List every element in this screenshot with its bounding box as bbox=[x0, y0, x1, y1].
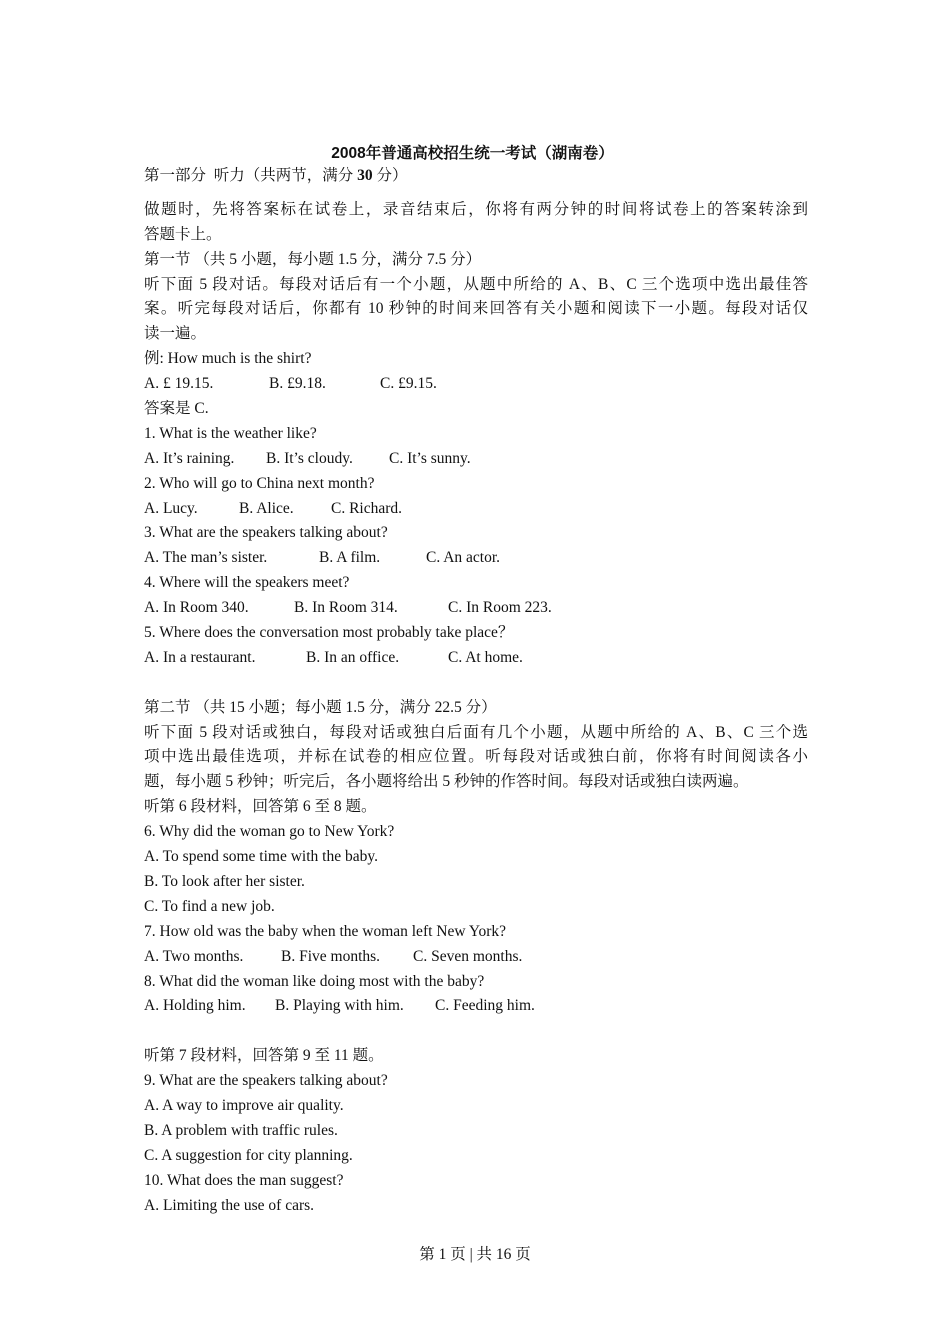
option-b: B. £9.18. bbox=[269, 375, 326, 393]
question-4-options bbox=[144, 596, 808, 621]
question-1-options bbox=[144, 447, 808, 472]
option-a: A. In Room 340. bbox=[144, 599, 249, 617]
example-options bbox=[144, 372, 808, 397]
part1-heading bbox=[144, 164, 808, 189]
option-c: C. Feeding him. bbox=[435, 997, 535, 1015]
section1-instructions bbox=[144, 273, 808, 348]
option-a: A. In a restaurant. bbox=[144, 648, 256, 666]
option-a: A. Lucy. bbox=[144, 499, 198, 517]
question-4: 4. Where will the speakers meet? bbox=[144, 574, 350, 592]
question-3-options bbox=[144, 546, 808, 571]
question-6-option-a: A. To spend some time with the baby. bbox=[144, 848, 378, 866]
option-a: A. £ 19.15. bbox=[144, 375, 214, 393]
question-3: 3. What are the speakers talking about? bbox=[144, 524, 388, 542]
question-1: 1. What is the weather like? bbox=[144, 424, 317, 442]
page-content bbox=[144, 164, 808, 1218]
section2-instructions bbox=[144, 721, 808, 796]
question-9-option-a: A. A way to improve air quality. bbox=[144, 1096, 344, 1114]
question-5-options bbox=[144, 646, 808, 671]
instruction-line: 听下面 5 段对话或独白，每段对话或独白后面有几个小题，从题中所给的 A、B、C 三个选 bbox=[144, 723, 808, 741]
option-c: C. Seven months. bbox=[413, 947, 523, 965]
option-c: C. In Room 223. bbox=[448, 599, 552, 617]
material-7-label: 听第 7 段材料，回答第 9 至 11 题。 bbox=[144, 1047, 384, 1065]
question-2-options bbox=[144, 497, 808, 522]
question-6-option-b: B. To look after her sister. bbox=[144, 872, 305, 890]
question-5: 5. Where does the conversation most probably take place？ bbox=[144, 624, 514, 642]
option-b: B. Alice. bbox=[239, 499, 294, 517]
material-6-label: 听第 6 段材料，回答第 6 至 8 题。 bbox=[144, 798, 377, 816]
question-10: 10. What does the man suggest? bbox=[144, 1171, 344, 1189]
option-a: A. It’s raining. bbox=[144, 449, 235, 467]
section2-heading: 第二节 （共 15 小题；每小题 1.5 分，满分 22.5 分） bbox=[144, 698, 497, 716]
example-answer: 答案是 C. bbox=[144, 400, 209, 418]
question-10-option-a: A. Limiting the use of cars. bbox=[144, 1196, 315, 1214]
part1-heading-suffix: 分） bbox=[372, 167, 408, 184]
option-b: B. Five months. bbox=[281, 947, 381, 965]
question-8: 8. What did the woman like doing most with the baby? bbox=[144, 972, 485, 990]
example-question: 例: How much is the shirt? bbox=[144, 350, 312, 368]
question-8-options bbox=[144, 994, 808, 1019]
option-c: C. Richard. bbox=[331, 499, 403, 517]
option-b: B. In Room 314. bbox=[294, 599, 398, 617]
option-a: A. Holding him. bbox=[144, 997, 246, 1015]
instruction-line: 答题卡上。 bbox=[144, 225, 222, 243]
instruction-line: 读一遍。 bbox=[144, 325, 207, 343]
instruction-line: 题，每小题 5 秒钟；听完后，各小题将给出 5 秒钟的作答时间。每段对话或独白读两遍。 bbox=[144, 773, 749, 791]
question-9-option-c: C. A suggestion for city planning. bbox=[144, 1146, 353, 1164]
instruction-line: 案。听完每段对话后，你都有 10 秒钟的时间来回答有关小题和阅读下一小题。每段对话仅 bbox=[144, 300, 808, 318]
section1-heading: 第一节 （共 5 小题，每小题 1.5 分，满分 7.5 分） bbox=[144, 250, 482, 268]
option-a: A. The man’s sister. bbox=[144, 549, 268, 567]
instruction-line: 项中选出最佳选项，并标在试卷的相应位置。听每段对话或独白前，你将有时间阅读各小 bbox=[144, 748, 808, 766]
option-b: B. In an office. bbox=[306, 648, 400, 666]
page-footer: 第 1 页 | 共 16 页 bbox=[419, 1246, 531, 1263]
question-7-options bbox=[144, 945, 808, 970]
exam-title: 2008年普通高校招生统一考试（湖南卷） bbox=[331, 145, 614, 162]
part1-heading-score: 30 bbox=[357, 167, 373, 184]
part1-heading-prefix: 第一部分 听力（共两节，满分 bbox=[144, 167, 358, 184]
option-b: B. It’s cloudy. bbox=[266, 449, 353, 467]
question-6-option-c: C. To find a new job. bbox=[144, 897, 275, 915]
instruction-line: 做题时，先将答案标在试卷上，录音结束后，你将有两分钟的时间将试卷上的答案转涂到 bbox=[144, 200, 808, 218]
question-6: 6. Why did the woman go to New York? bbox=[144, 823, 395, 841]
option-c: C. £9.15. bbox=[380, 375, 437, 393]
option-b: B. Playing with him. bbox=[275, 997, 404, 1015]
question-7: 7. How old was the baby when the woman left New York? bbox=[144, 922, 507, 940]
option-a: A. Two months. bbox=[144, 947, 244, 965]
question-2: 2. Who will go to China next month? bbox=[144, 474, 375, 492]
option-c: C. It’s sunny. bbox=[389, 449, 471, 467]
option-c: C. An actor. bbox=[426, 549, 501, 567]
question-9-option-b: B. A problem with traffic rules. bbox=[144, 1121, 338, 1139]
general-instructions bbox=[144, 198, 808, 248]
question-9: 9. What are the speakers talking about? bbox=[144, 1072, 388, 1090]
option-c: C. At home. bbox=[448, 648, 523, 666]
instruction-line: 听下面 5 段对话。每段对话后有一个小题，从题中所给的 A、B、C 三个选项中选出最佳答 bbox=[144, 275, 808, 293]
option-b: B. A film. bbox=[319, 549, 381, 567]
